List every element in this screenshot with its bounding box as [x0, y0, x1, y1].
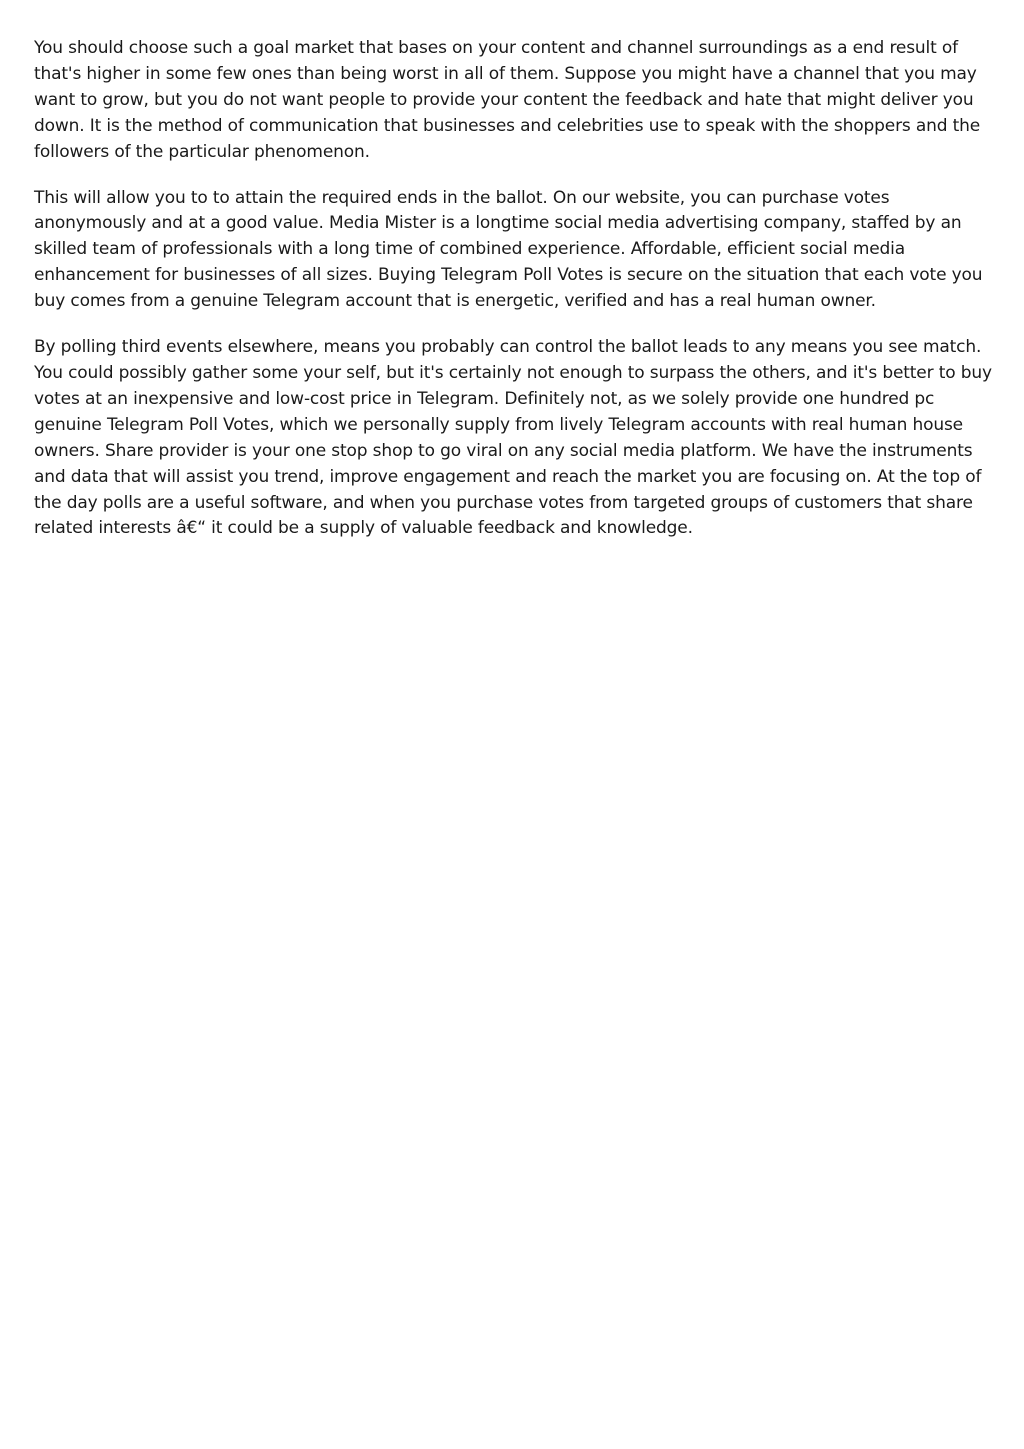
- document-page: [34, 36, 994, 562]
- paragraph-3: By polling third events elsewhere, means you probably can control the ballot leads to any means you see match. You could possibly gather some your self, but it's certainly not enough to surpass the others, and it's better to buy votes at an inexpensive and low-cost price in Telegram. Definitely not, as we solely provide one hundred pc genuine Telegram Poll Votes, which we personally supply from lively Telegram accounts with real human house owners. Share provider is your one stop shop to go viral on any social media platform. We have the instruments and data that will assist you trend, improve engagement and reach the market you are focusing on. At the top of the day polls are a useful software, and when you purchase votes from targeted groups of customers that share related interests â€“ it could be a supply of valuable feedback and knowledge.: [34, 337, 992, 539]
- paragraph-1: You should choose such a goal market that bases on your content and channel surroundings as a end result of that's higher in some few ones than being worst in all of them. Suppose you might have a channel that you may want to grow, but you do not want people to provide your content the feedback and hate that might deliver you down. It is the method of communication that businesses and celebrities use to speak with the shoppers and the followers of the particular phenomenon.: [34, 38, 981, 162]
- paragraph-2: This will allow you to to attain the required ends in the ballot. On our website, you can purchase votes anonymously and at a good value. Media Mister is a longtime social media advertising company, staffed by an skilled team of professionals with a long time of combined experience. Affordable, efficient social media enhancement for businesses of all sizes. Buying Telegram Poll Votes is secure on the situation that each vote you buy comes from a genuine Telegram account that is energetic, verified and has a real human owner.: [34, 187, 983, 312]
